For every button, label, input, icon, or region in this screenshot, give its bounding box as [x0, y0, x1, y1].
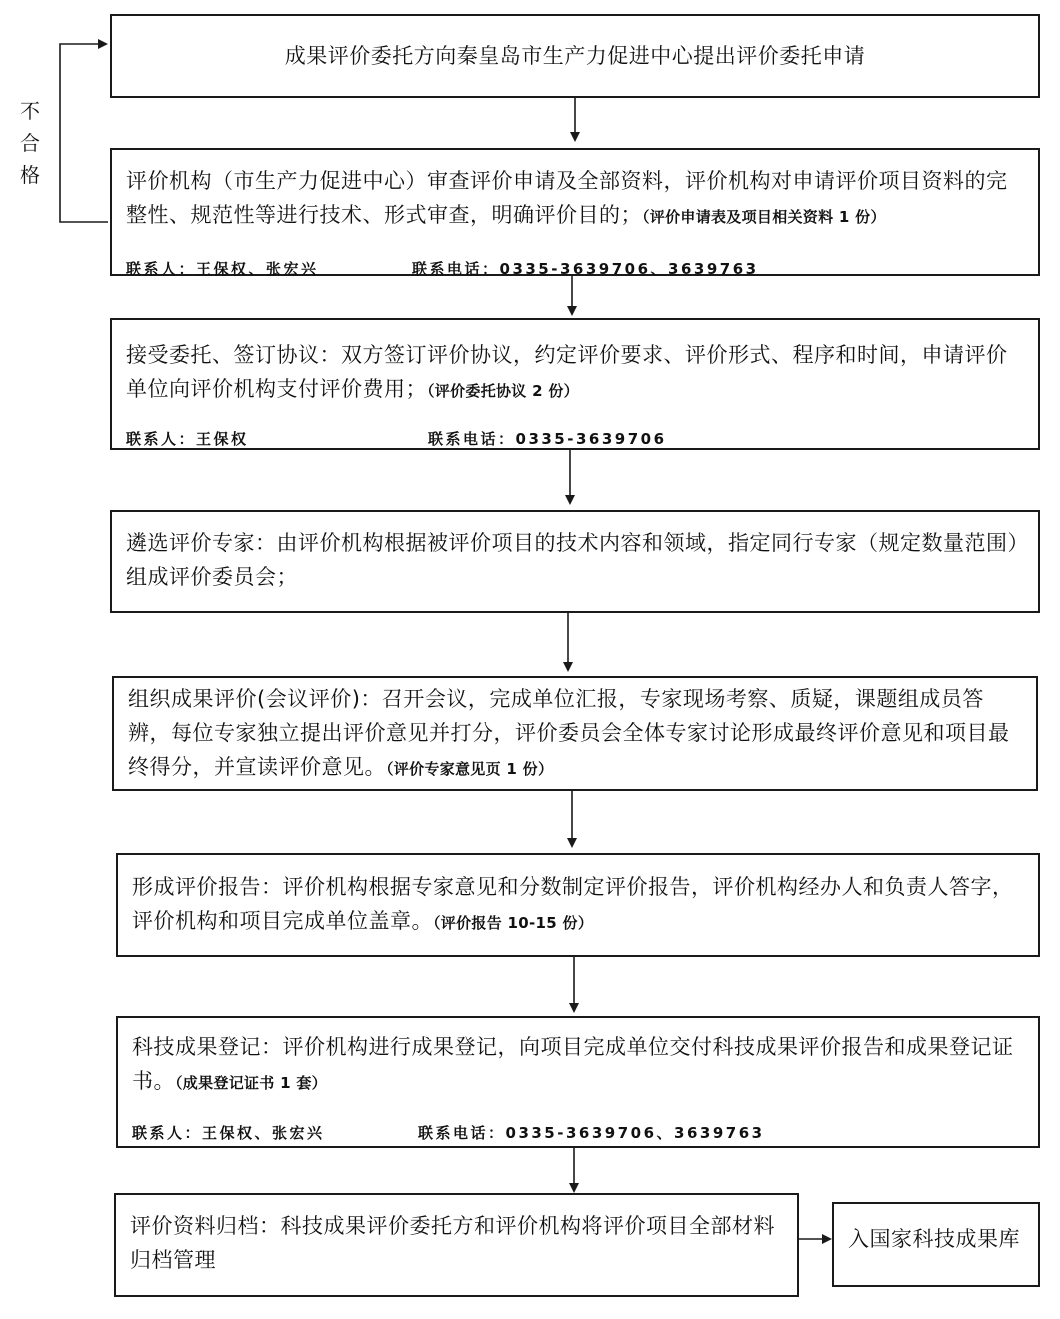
step-national-database: [832, 1202, 1040, 1287]
step-note: （评价申请表及项目相关资料 1 份）: [642, 208, 886, 226]
step-note: （成果登记证书 1 套）: [175, 1074, 327, 1092]
step-review-materials: [110, 148, 1040, 276]
step-submit-application: [110, 14, 1040, 98]
contact-phone: 联系电话：0335-3639706: [428, 430, 667, 448]
contact-phone: 联系电话：0335-3639706、3639763: [418, 1124, 765, 1142]
reject-label-char: 合: [20, 131, 40, 155]
contact-person: 联系人：王保权、张宏兴: [132, 1124, 325, 1142]
step-select-experts: [110, 510, 1040, 613]
step-text: 接受委托、签订协议：双方签订评价协议，约定评价要求、评价形式、程序和时间，申请评价单位向评价机构支付评价费用；: [126, 343, 1008, 401]
step-sign-agreement: [110, 318, 1040, 450]
step-text: 评价机构（市生产力促进中心）审查评价申请及全部资料，评价机构对申请评价项目资料的完整性、规范性等进行技术、形式审查，明确评价目的；: [126, 169, 1008, 227]
contact-person: 联系人：王保权、张宏兴: [126, 260, 319, 278]
step-form-report: [116, 853, 1040, 957]
step-archive-materials: [114, 1193, 799, 1297]
step-text: 科技成果登记：评价机构进行成果登记，向项目完成单位交付科技成果评价报告和成果登记证书。: [132, 1035, 1014, 1093]
step-text: 成果评价委托方向秦皇岛市生产力促进中心提出评价委托申请: [284, 44, 866, 68]
step-text: 评价资料归档：科技成果评价委托方和评价机构将评价项目全部材料归档管理: [130, 1214, 775, 1272]
step-note: （评价委托协议 2 份）: [427, 382, 579, 400]
reject-label-char: 不: [20, 99, 40, 123]
step-note: （评价专家意见页 1 份）: [386, 760, 554, 778]
step-register-result: [116, 1016, 1040, 1148]
step-text: 组织成果评价(会议评价)：召开会议，完成单位汇报，专家现场考察、质疑，课题组成员答辨，每位专家独立提出评价意见并打分，评价委员会全体专家讨论形成最终评价意见和项目最终得分，并宣读评价意见。: [128, 687, 1010, 779]
step-organize-evaluation: [112, 676, 1038, 791]
step-text: 形成评价报告：评价机构根据专家意见和分数制定评价报告，评价机构经办人和负责人答字，评价机构和项目完成单位盖章。: [132, 875, 1014, 933]
contact-person: 联系人：王保权: [126, 430, 249, 448]
step-text: 入国家科技成果库: [848, 1227, 1020, 1251]
contact-phone: 联系电话：0335-3639706、3639763: [412, 260, 759, 278]
step-note: （评价报告 10-15 份）: [433, 914, 594, 932]
step-text: 遴选评价专家：由评价机构根据被评价项目的技术内容和领域，指定同行专家（规定数量范围）组成评价委员会；: [126, 531, 1019, 589]
reject-loop-line: [60, 44, 108, 222]
reject-label-char: 格: [20, 163, 40, 187]
